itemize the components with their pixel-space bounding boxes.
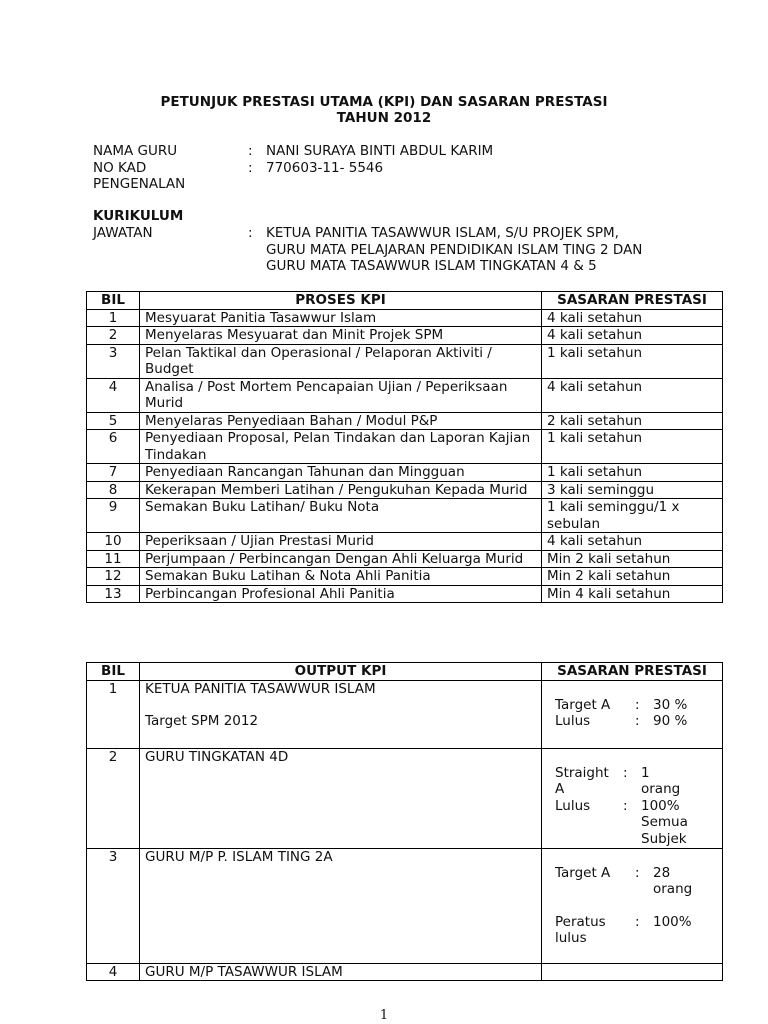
cell-proses: Penyediaan Proposal, Pelan Tindakan dan Laporan Kajian Tindakan: [140, 430, 542, 464]
nama-value: NANI SURAYA BINTI ABDUL KARIM: [266, 143, 494, 159]
cell-sasaran: [542, 748, 723, 848]
cell-sasaran: Min 4 kali setahun: [542, 585, 723, 603]
cell-bil: 8: [87, 481, 140, 499]
output-text: GURU TINGKATAN 4D: [145, 748, 289, 765]
cell-bil: 11: [87, 550, 140, 568]
colon: :: [635, 913, 640, 930]
cell-sasaran: 1 kali setahun: [542, 430, 723, 464]
cell-sasaran: [542, 680, 723, 748]
column-header-proses: PROSES KPI: [140, 292, 542, 310]
table-row: [87, 430, 723, 464]
column-header-bil: BIL: [87, 663, 140, 681]
cell-proses: Semakan Buku Latihan/ Buku Nota: [140, 499, 542, 533]
table-header-row: [87, 292, 723, 310]
cell-bil: 9: [87, 499, 140, 533]
jawatan-line-2: GURU MATA PELAJARAN PENDIDIKAN ISLAM TING 2 DAN: [266, 241, 643, 258]
cell-sasaran: 4 kali setahun: [542, 309, 723, 327]
cell-bil: 1: [87, 680, 140, 748]
cell-proses: Penyediaan Rancangan Tahunan dan Mingguan: [140, 464, 542, 482]
target-value: 1 orang: [641, 764, 681, 797]
cell-output: [140, 748, 542, 848]
document-year: TAHUN 2012: [336, 110, 432, 126]
cell-bil: 6: [87, 430, 140, 464]
cell-sasaran: 1 kali seminggu/1 x sebulan: [542, 499, 723, 533]
cell-sasaran: 4 kali setahun: [542, 533, 723, 551]
cell-proses: Perjumpaan / Perbincangan Dengan Ahli Keluarga Murid: [140, 550, 542, 568]
target-value: 90 %: [653, 713, 688, 729]
table-row: [87, 963, 723, 981]
jawatan-line-3: GURU MATA TASAWWUR ISLAM TINGKATAN 4 & 5: [266, 258, 597, 274]
colon: :: [248, 225, 253, 241]
target-label: Lulus: [555, 797, 591, 814]
column-header-output: OUTPUT KPI: [140, 663, 542, 681]
cell-sasaran: Min 2 kali setahun: [542, 568, 723, 586]
cell-proses: Semakan Buku Latihan & Nota Ahli Panitia: [140, 568, 542, 586]
table-row: [87, 412, 723, 430]
target-value: 28 orang: [653, 864, 693, 897]
teacher-info: [93, 143, 736, 193]
cell-bil: 3: [87, 848, 140, 963]
table-header-row: [87, 663, 723, 681]
cell-proses: Pelan Taktikal dan Operasional / Pelaporan Aktiviti / Budget: [140, 344, 542, 378]
output-kpi-table: [86, 662, 723, 981]
table-row: [87, 327, 723, 345]
document-title: PETUNJUK PRESTASI UTAMA (KPI) DAN SASARAN PRESTASI: [160, 94, 608, 110]
kad-label-2: PENGENALAN: [93, 176, 186, 192]
table-row: [87, 585, 723, 603]
cell-proses: Perbincangan Profesional Ahli Panitia: [140, 585, 542, 603]
target-label: Lulus: [555, 713, 591, 729]
proses-kpi-table: [86, 291, 723, 603]
table-row: [87, 533, 723, 551]
colon: :: [623, 764, 628, 781]
cell-bil: 4: [87, 963, 140, 981]
table-row: [87, 680, 723, 748]
cell-bil: 12: [87, 568, 140, 586]
column-header-bil: BIL: [87, 292, 140, 310]
page-number: 1: [379, 1008, 389, 1023]
table-row: [87, 378, 723, 412]
table-row: [87, 464, 723, 482]
jawatan-line-1: KETUA PANITIA TASAWWUR ISLAM, S/U PROJEK SPM,: [266, 225, 619, 241]
jawatan-label: JAWATAN: [93, 225, 153, 241]
colon: :: [635, 696, 640, 713]
cell-proses: Menyelaras Mesyuarat dan Minit Projek SPM: [140, 327, 542, 345]
target-value: 100%: [653, 913, 692, 930]
cell-bil: 3: [87, 344, 140, 378]
cell-sasaran: 4 kali setahun: [542, 327, 723, 345]
table-row: [87, 748, 723, 848]
table-row: [87, 344, 723, 378]
cell-sasaran: 2 kali setahun: [542, 412, 723, 430]
nama-label: NAMA GURU: [93, 143, 178, 159]
column-header-sasaran: SASARAN PRESTASI: [542, 292, 723, 310]
cell-output: GURU M/P TASAWWUR ISLAM: [140, 963, 542, 981]
cell-proses: Menyelaras Penyediaan Bahan / Modul P&P: [140, 412, 542, 430]
cell-sasaran: [542, 963, 723, 981]
cell-bil: 5: [87, 412, 140, 430]
target-label: Target A: [555, 864, 611, 881]
output-text: GURU M/P P. ISLAM TING 2A: [145, 848, 333, 865]
table-row: [87, 309, 723, 327]
cell-bil: 2: [87, 748, 140, 848]
cell-sasaran: 4 kali setahun: [542, 378, 723, 412]
table-row: [87, 481, 723, 499]
cell-bil: 1: [87, 309, 140, 327]
cell-proses: Mesyuarat Panitia Tasawwur Islam: [140, 309, 542, 327]
table-row: [87, 550, 723, 568]
table-row: [87, 848, 723, 963]
target-value: 30 %: [653, 696, 688, 713]
target-value: 100% Semua Subjek: [641, 797, 688, 847]
cell-proses: Analisa / Post Mortem Pencapaian Ujian / Peperiksaan Murid: [140, 378, 542, 412]
colon: :: [248, 143, 253, 159]
cell-bil: 4: [87, 378, 140, 412]
column-header-sasaran: SASARAN PRESTASI: [542, 663, 723, 681]
kad-value: 770603-11- 5546: [266, 159, 384, 176]
table-row: [87, 499, 723, 533]
cell-output: [140, 848, 542, 963]
cell-proses: Kekerapan Memberi Latihan / Pengukuhan Kepada Murid: [140, 481, 542, 499]
kad-label: NO KAD: [93, 159, 147, 176]
cell-output: [140, 680, 542, 748]
cell-bil: 10: [87, 533, 140, 551]
cell-proses: Peperiksaan / Ujian Prestasi Murid: [140, 533, 542, 551]
cell-sasaran: 1 kali setahun: [542, 344, 723, 378]
table-row: [87, 568, 723, 586]
colon: :: [635, 864, 640, 881]
cell-sasaran: 1 kali setahun: [542, 464, 723, 482]
target-label: Straight A: [555, 764, 609, 797]
cell-bil: 7: [87, 464, 140, 482]
output-subtext: Target SPM 2012: [145, 713, 259, 729]
cell-bil: 13: [87, 585, 140, 603]
target-label: Peratus lulus: [555, 913, 606, 946]
kurikulum-heading: KURIKULUM: [93, 208, 184, 224]
colon: :: [623, 797, 628, 814]
cell-sasaran: [542, 848, 723, 963]
cell-sasaran: Min 2 kali setahun: [542, 550, 723, 568]
output-text: KETUA PANITIA TASAWWUR ISLAM: [145, 680, 376, 697]
target-label: Target A: [555, 696, 611, 713]
cell-sasaran: 3 kali seminggu: [542, 481, 723, 499]
jawatan-info: [93, 225, 736, 275]
cell-bil: 2: [87, 327, 140, 345]
colon: :: [248, 159, 253, 176]
colon: :: [635, 713, 640, 729]
